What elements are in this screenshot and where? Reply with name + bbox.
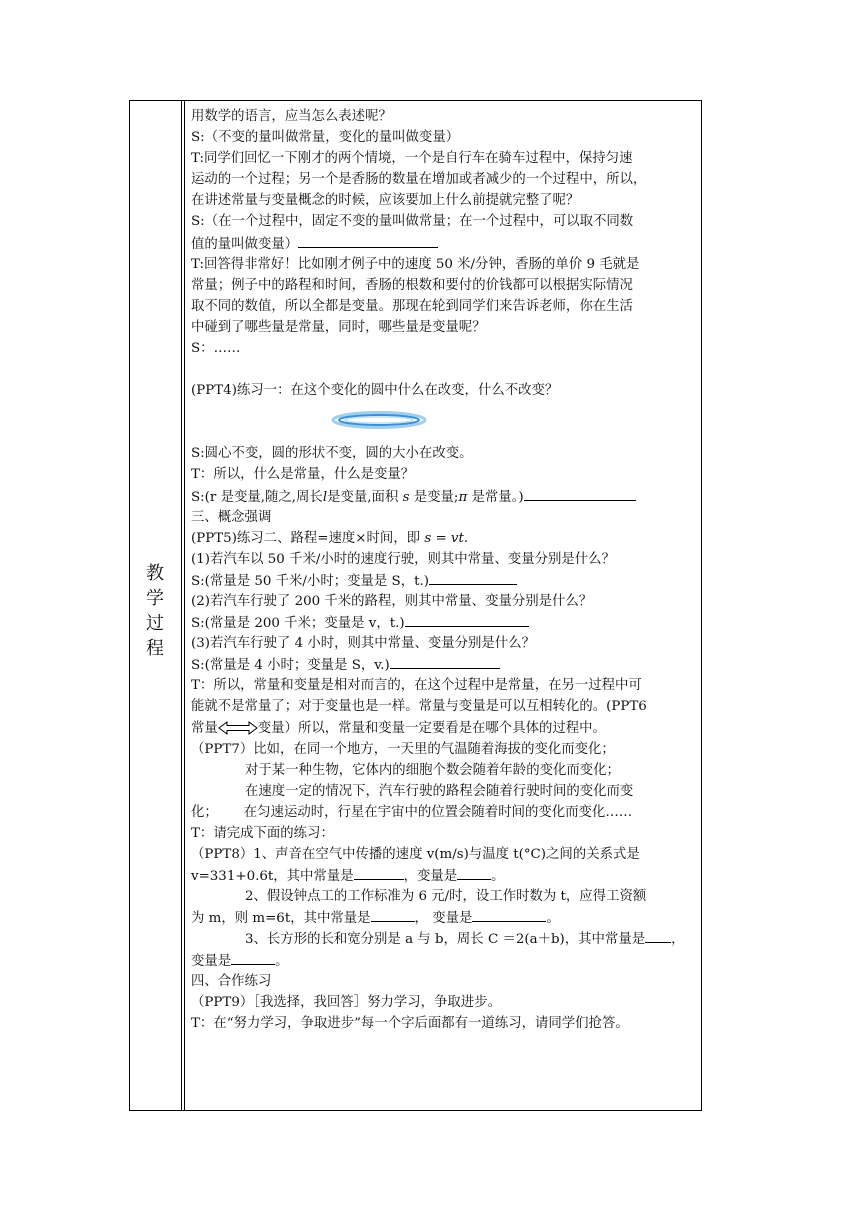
text-line: 四、合作练习: [191, 973, 272, 989]
text-line: (3)若汽车行驶了 4 小时，则其中常量、变量分别是什么？: [191, 636, 535, 652]
text-fragment: 化；: [191, 804, 218, 820]
changing-circle-image: [331, 411, 427, 429]
text-fragment: 常量: [191, 720, 218, 736]
circle-figure: [191, 401, 699, 443]
column-divider-inner: [184, 101, 185, 1110]
text-fragment: 是变量;: [413, 489, 459, 505]
text-line: 在讲述常量与变量概念的时候，应该要加上什么前提就完整了呢？: [191, 193, 580, 209]
text-fragment: S:(r 是变量,随之,周长: [191, 489, 323, 505]
text-line: 取不同的数值，所以全都是变量。那现在轮到同学们来告诉老师，你在生活: [191, 298, 633, 314]
answer-blank: [390, 654, 500, 669]
text-fragment: 2、假设钟点工的工作标准为 6 元/时，设工作时数为 t，应得工资额: [245, 889, 647, 905]
text-fragment: ， 变量是: [414, 911, 473, 927]
text-line: S:圆心不变，圆的形状不变，圆的大小在改变。: [191, 446, 473, 462]
text-line: （PPT8）1、声音在空气中传播的速度 v(m/s)与温度 t(°C)之间的关系式是: [191, 847, 640, 863]
text-fragment: 变量）所以，常量和变量一定要看是在哪个具体的过程中。: [257, 720, 606, 736]
text-line: 中碰到了哪些量是常量，同时，哪些量是变量呢？: [191, 319, 486, 335]
text-fragment: 是变量,面积: [327, 489, 399, 505]
text-fragment: (PPT5)练习二、路程=速度×时间，即: [191, 530, 421, 546]
text-fragment: S:(常量是 200 千米；变量是 v，t.): [191, 616, 405, 632]
text-line: 能就不是常量了；对于变量也是一样。常量与变量是可以互相转化的。(PPT6: [191, 699, 647, 715]
text-fragment: 。: [546, 911, 560, 927]
answer-blank: [298, 233, 438, 248]
formula: s = vt: [424, 530, 464, 546]
text-fragment: .: [463, 530, 469, 546]
text-line: [191, 928, 699, 949]
section-label: [142, 561, 168, 661]
blank-line: [191, 359, 699, 380]
column-divider: [181, 101, 182, 1110]
text-line: [191, 886, 699, 907]
answer-blank: [524, 486, 636, 501]
text-line: [191, 654, 699, 675]
text-line: S：……: [191, 341, 241, 357]
text-line: 常量；例子中的路程和时间，香肠的根数和要付的价钱都可以根据实际情况: [191, 277, 633, 293]
answer-blank: [354, 865, 404, 880]
text-fragment: v=331+0.6t，其中常量是: [191, 869, 354, 885]
text-line: (1)若汽车以 50 千米/小时的速度行驶，则其中常量、变量分别是什么？: [191, 551, 615, 567]
text-fragment: 。: [275, 953, 289, 969]
text-line: 用数学的语言，应当怎么表述呢？: [191, 109, 392, 124]
text-line: T:回答得非常好！比如刚才例子中的速度 50 米/分钟，香肠的单价 9 毛就是: [191, 256, 640, 272]
text-line: [191, 950, 699, 971]
text-line: [191, 865, 699, 886]
text-line: [191, 781, 699, 802]
text-line: [191, 760, 699, 781]
text-fragment: 是常量。): [471, 489, 524, 505]
answer-blank: [645, 928, 671, 943]
text-line: [191, 570, 699, 591]
answer-blank: [472, 907, 546, 922]
text-line: [191, 802, 699, 823]
section-label-char: 程: [146, 638, 164, 659]
text-line: T：所以，常量和变量是相对而言的，在这个过程中是常量，在另一过程中可: [191, 678, 642, 694]
answer-blank: [429, 570, 517, 585]
text-line: T：所以，什么是常量，什么是变量？: [191, 467, 415, 483]
math-symbol: π: [458, 489, 468, 505]
text-fragment: 3、长方形的长和宽分别是 a 与 b，周长 C ＝2(a＋b)，其中常量是: [245, 932, 646, 948]
section-label-char: 教: [146, 563, 164, 584]
text-fragment: 在速度一定的情况下，汽车行驶的路程会随着行驶时间的变化而变: [245, 783, 634, 799]
text-line: S:（不变的量叫做常量，变化的量叫做变量）: [191, 130, 460, 146]
math-symbol: s: [402, 489, 410, 505]
text-fragment: 为 m，则 m=6t，其中常量是: [191, 911, 371, 927]
text-line: [191, 907, 699, 928]
text-line: [191, 486, 699, 507]
math-symbol: l: [322, 489, 328, 505]
double-arrow-icon: [218, 721, 258, 735]
text-line: S:（在一个过程中，固定不变的量叫做常量；在一个过程中，可以取不同数: [191, 214, 634, 230]
text-fragment: 。: [491, 869, 505, 885]
lesson-content: [191, 106, 699, 1034]
text-line: [191, 233, 699, 254]
text-line: T：请完成下面的练习：: [191, 826, 334, 841]
text-fragment: 对于某一种生物，它体内的细胞个数会随着年龄的变化而变化；: [245, 762, 620, 778]
lesson-table: [129, 100, 702, 1111]
answer-blank: [457, 865, 491, 880]
answer-blank: [371, 907, 415, 922]
text-line: 值的量叫做变量）: [191, 236, 299, 252]
text-line: （PPT9）［我选择，我回答］努力学习，争取进步。: [191, 994, 501, 1010]
text-line: （PPT7）比如，在同一个地方，一天里的气温随着海拔的变化而变化；: [191, 741, 615, 757]
answer-blank: [231, 950, 275, 965]
text-fragment: S:(常量是 50 千米/小时；变量是 S，t.): [191, 573, 429, 589]
text-fragment: 在匀速运动时，行星在宇宙中的位置会随着时间的变化而变化……: [243, 804, 633, 820]
text-line: (PPT4)练习一：在这个变化的圆中什么在改变，什么不改变？: [191, 383, 559, 399]
text-fragment: ，: [671, 932, 685, 948]
text-line: (2)若汽车行驶了 200 千米的路程，则其中常量、变量分别是什么？: [191, 593, 593, 609]
text-fragment: ，变量是: [403, 869, 458, 885]
answer-blank: [405, 612, 529, 627]
section-label-char: 学: [146, 588, 164, 609]
text-line: 运动的一个过程；另一个是香肠的数量在增加或者减少的一个过程中，所以，: [191, 172, 647, 188]
text-line: 三、概念强调: [191, 509, 272, 525]
text-line: T:同学们回忆一下刚才的两个情境，一个是自行车在骑车过程中，保持匀速: [191, 151, 633, 167]
text-fragment: 变量是: [191, 953, 232, 969]
text-line: [191, 612, 699, 633]
section-label-char: 过: [146, 613, 164, 634]
text-fragment: S:(常量是 4 小时；变量是 S，v.): [191, 658, 390, 674]
text-line: [191, 528, 699, 549]
text-line: [191, 718, 699, 739]
text-line: T：在“努力学习，争取进步”每一个字后面都有一道练习，请同学们抢答。: [191, 1015, 629, 1031]
